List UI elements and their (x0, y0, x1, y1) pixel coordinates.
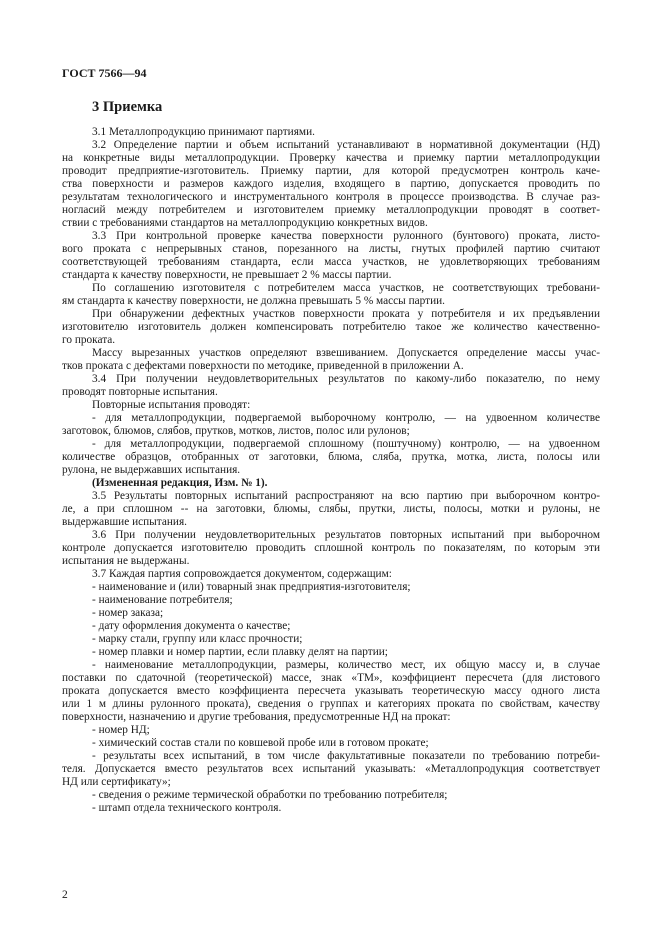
text-line: По соглашению изготовителя с потребителем масса участков, не соответствующих требовани- (92, 282, 600, 294)
paragraph (62, 646, 600, 659)
text-line: Повторные испытания проводят: (92, 399, 251, 411)
text-line: изготовителю изготовитель должен компенсировать потребителю такое же количество качественно- (62, 321, 600, 333)
paragraph (62, 282, 600, 308)
text-line: - наименование потребителя; (92, 594, 233, 606)
paragraph (62, 308, 600, 347)
text-line: - марку стали, группу или класс прочности; (92, 633, 303, 645)
paragraph (62, 659, 600, 724)
document-code-header: ГОСТ 7566—94 (62, 66, 147, 80)
text-line: 3.3 При контрольной проверке качества поверхности рулонного (бунтового) проката, листо- (92, 230, 600, 242)
paragraph (62, 750, 600, 789)
text-line: проката допускается вместо коэффициента пересчета указывать теоретическую массу одного листа (62, 685, 600, 697)
text-line: на конкретные виды металлопродукции. Проверку качества и приемку партии металлопродукции (62, 152, 600, 164)
paragraph (62, 347, 600, 373)
text-line: ства поверхности и размеров каждого изделия, входящего в партию, допускается проводить по (62, 178, 600, 190)
text-line: ле, а при сплошном -- на заготовки, блюмы, слябы, прутки, листы, полосы, мотки и рулоны, не (62, 503, 600, 515)
text-line: - номер плавки и номер партии, если плавку делят на партии; (92, 646, 388, 658)
text-line: тков проката с дефектами поверхности по методике, приведенной в приложении А. (62, 360, 464, 372)
text-line: количестве образцов, отобранных от заготовки, блюма, сляба, прутка, мотка, листа, полосы или (62, 451, 600, 463)
text-line: поверхности, назначению и другие требования, предусмотренные НД на прокат: (62, 711, 451, 723)
text-line: - сведения о режиме термической обработки по требованию потребителя; (92, 789, 448, 801)
text-line: выдержавшие испытания. (62, 516, 187, 528)
text-line: проводит предприятие-изготовитель. Приемку партии, для которой предусмотрен контроль каче- (62, 165, 600, 177)
text-line: ям стандарта к качеству поверхности, не должна превышать 5 % массы партии. (62, 295, 445, 307)
paragraph (62, 620, 600, 633)
paragraph (62, 724, 600, 737)
paragraph (62, 230, 600, 282)
text-line: 3.1 Металлопродукцию принимают партиями. (92, 126, 315, 138)
text-line: теля. Допускается вместо результатов всех испытаний указывать: «Металлопродукция соответствует (62, 763, 600, 775)
paragraph (62, 789, 600, 802)
paragraph (62, 633, 600, 646)
text-line: - для металлопродукции, подвергаемой выборочному контролю, — на удвоенном количестве (92, 412, 600, 424)
text-line: - номер НД; (92, 724, 150, 736)
text-line: поставки по сдаточной (теоретической) массе, знак «ТМ», коэффициент пересчета (для листового (62, 672, 600, 684)
text-line: вого проката с непрерывных станов, порезанного на листы, гнутых профилей партию считают (62, 243, 600, 255)
text-line: рулона, не выдержавших испытания. (62, 464, 241, 476)
paragraph (62, 737, 600, 750)
text-line: - наименование и (или) товарный знак предприятия-изготовителя; (92, 581, 411, 593)
paragraph (62, 568, 600, 581)
text-line: (Измененная редакция, Изм. № 1). (92, 477, 268, 489)
text-line: ствии с требованиями стандартов на металлопродукцию конкретных видов. (62, 217, 428, 229)
text-line: - результаты всех испытаний, в том числе факультативные показатели по требованию потреби- (92, 750, 600, 762)
paragraph (62, 373, 600, 399)
body-text (62, 126, 600, 815)
text-line: - штамп отдела технического контроля. (92, 802, 282, 814)
text-line: Массу вырезанных участков определяют взвешиванием. Допускается определение массы учас- (92, 347, 600, 359)
paragraph (62, 581, 600, 594)
text-line: результатам технологического и инструментального контроля в процессе производства. В случае раз- (62, 191, 600, 203)
text-line: заготовок, блюмов, слябов, прутков, мотков, листов, полос или рулонов; (62, 425, 410, 437)
text-line: ногласий между потребителем и изготовителем приемку металлопродукции проводят в соответ- (62, 204, 600, 216)
text-line: 3.2 Определение партии и объем испытаний устанавливают в нормативной документации (НД) (92, 139, 600, 151)
section-title: 3 Приемка (92, 99, 163, 115)
text-line: стандарта к качеству поверхности, не превышает 2 % массы партии. (62, 269, 392, 281)
paragraph (62, 438, 600, 477)
text-line: проводят повторные испытания. (62, 386, 218, 398)
paragraph (62, 607, 600, 620)
text-line: - наименование металлопродукции, размеры, количество мест, их общую массу и, в случае (92, 659, 600, 671)
text-line: - для металлопродукции, подвергаемой сплошному (поштучному) контролю, — на удвоенном (92, 438, 600, 450)
text-line: го проката. (62, 334, 116, 346)
text-line: контроле допускается изготовителю проводить сплошной контроль по показателям, по которым эти (62, 542, 600, 554)
paragraph (62, 126, 600, 139)
paragraph (62, 802, 600, 815)
paragraph (62, 594, 600, 607)
paragraph (62, 139, 600, 230)
text-line: НД или сертификату»; (62, 776, 171, 788)
text-line: - дату оформления документа о качестве; (92, 620, 291, 632)
text-line: или 1 м длины рулонного проката), сведения о группах и категориях проката по свойствам, качеству (62, 698, 600, 710)
paragraph (62, 399, 600, 412)
text-line: соответствующей требованиям стандарта, если масса участков, не удовлетворяющих требованиям (62, 256, 600, 268)
paragraph (62, 490, 600, 529)
text-line: 3.4 При получении неудовлетворительных результатов по какому-либо показателю, по нему (92, 373, 600, 385)
paragraph (62, 412, 600, 438)
text-line: испытания не выдержаны. (62, 555, 190, 567)
amendment-note (62, 477, 600, 490)
paragraph (62, 529, 600, 568)
text-line: 3.7 Каждая партия сопровождается документом, содержащим: (92, 568, 392, 580)
text-line: 3.5 Результаты повторных испытаний распространяют на всю партию при выборочном контро- (92, 490, 600, 502)
page-number: 2 (62, 889, 68, 901)
text-line: При обнаружении дефектных участков поверхности проката у потребителя и их предъявлении (92, 308, 600, 320)
text-line: 3.6 При получении неудовлетворительных результатов повторных испытаний при выборочном (92, 529, 600, 541)
text-line: - химический состав стали по ковшевой пробе или в готовом прокате; (92, 737, 429, 749)
text-line: - номер заказа; (92, 607, 164, 619)
